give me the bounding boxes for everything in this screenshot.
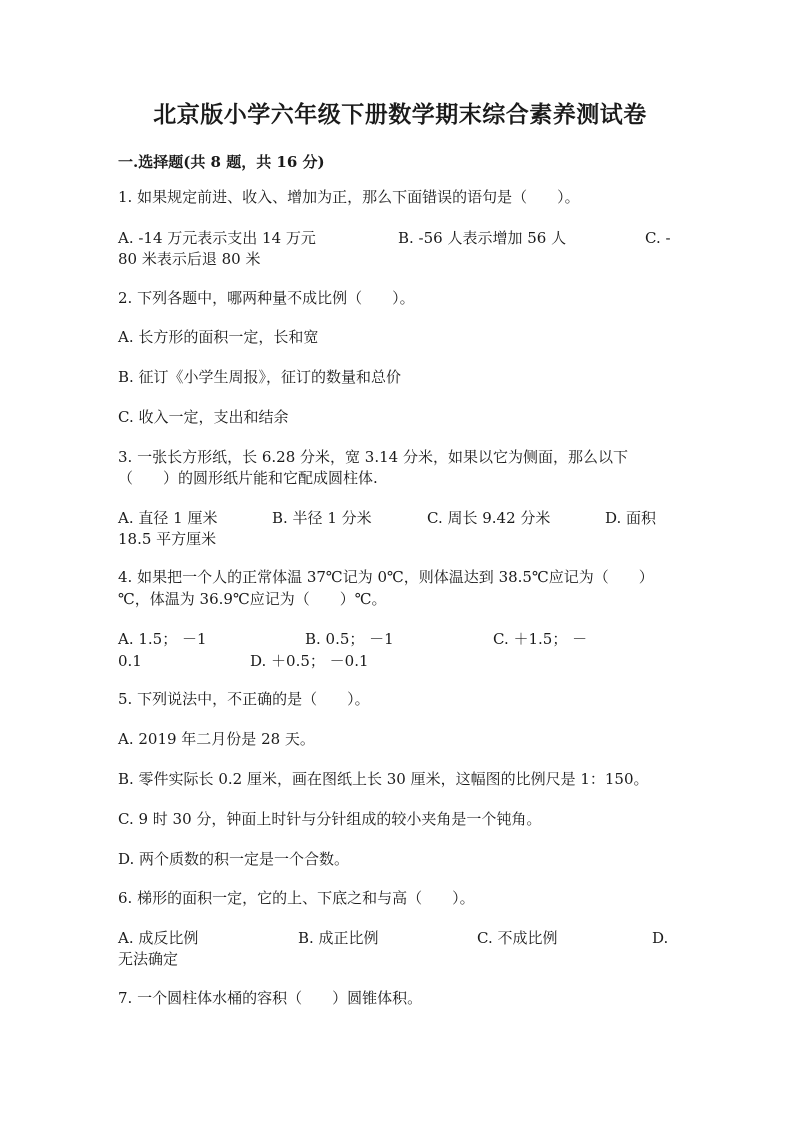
question-6-option-d: D. [652,929,669,947]
question-1-stem: 1. 如果规定前进、收入、增加为正，那么下面错误的语句是（ ）。 [118,188,580,206]
question-3-option-d: D. 面积 [605,509,657,527]
question-4-option-a: A. 1.5； －1 [118,630,207,648]
question-3-option-c: C. 周长 9.42 分米 [427,509,551,527]
section-heading: 一.选择题(共 8 题，共 16 分) [118,153,325,171]
question-1-option-b: B. -56 人表示增加 56 人 [398,229,567,247]
question-6-option-d-continued: 无法确定 [118,950,179,968]
question-2-option-a: A. 长方形的面积一定，长和宽 [118,328,319,346]
question-2-option-c: C. 收入一定，支出和结余 [118,408,289,426]
question-2-option-b: B. 征订《小学生周报》，征订的数量和总价 [118,368,402,386]
question-6-option-a: A. 成反比例 [118,929,199,947]
question-5-option-c: C. 9 时 30 分，钟面上时针与分针组成的较小夹角是一个钝角。 [118,810,542,828]
question-6-option-c: C. 不成比例 [477,929,558,947]
question-4-stem-continued: ℃，体温为 36.9℃应记为（ ）℃。 [118,590,387,608]
question-3-option-b: B. 半径 1 分米 [272,509,372,527]
question-4-option-d: D. ＋0.5； －0.1 [250,652,369,670]
question-4-stem: 4. 如果把一个人的正常体温 37℃记为 0℃，则体温达到 38.5℃应记为（ ） [118,568,654,586]
question-6-option-b: B. 成正比例 [298,929,379,947]
question-4-option-c-continued: 0.1 [118,652,142,670]
page-title: 北京版小学六年级下册数学期末综合素养测试卷 [153,101,647,128]
question-5-option-b: B. 零件实际长 0.2 厘米，画在图纸上长 30 厘米，这幅图的比例尺是 1：150。 [118,770,649,788]
question-2-stem: 2. 下列各题中，哪两种量不成比例（ ）。 [118,289,415,307]
question-6-stem: 6. 梯形的面积一定，它的上、下底之和与高（ ）。 [118,889,475,907]
question-5-stem: 5. 下列说法中，不正确的是（ ）。 [118,690,370,708]
question-4-option-c: C. ＋1.5； － [493,630,588,648]
question-5-option-a: A. 2019 年二月份是 28 天。 [118,730,315,748]
question-1-option-c: C. - [645,229,671,247]
question-3-option-a: A. 直径 1 厘米 [118,509,218,527]
question-1-option-a: A. -14 万元表示支出 14 万元 [118,229,316,247]
question-1-option-c-continued: 80 米表示后退 80 米 [118,250,261,268]
question-4-option-b: B. 0.5； －1 [305,630,394,648]
question-7-stem: 7. 一个圆柱体水桶的容积（ ）圆锥体积。 [118,989,423,1007]
question-3-stem: 3. 一张长方形纸，长 6.28 分米，宽 3.14 分米，如果以它为侧面，那么以下 [118,448,628,466]
question-3-stem-continued: （ ）的圆形纸片能和它配成圆柱体. [118,469,378,487]
question-5-option-d: D. 两个质数的积一定是一个合数。 [118,850,350,868]
question-3-option-d-continued: 18.5 平方厘米 [118,530,217,548]
